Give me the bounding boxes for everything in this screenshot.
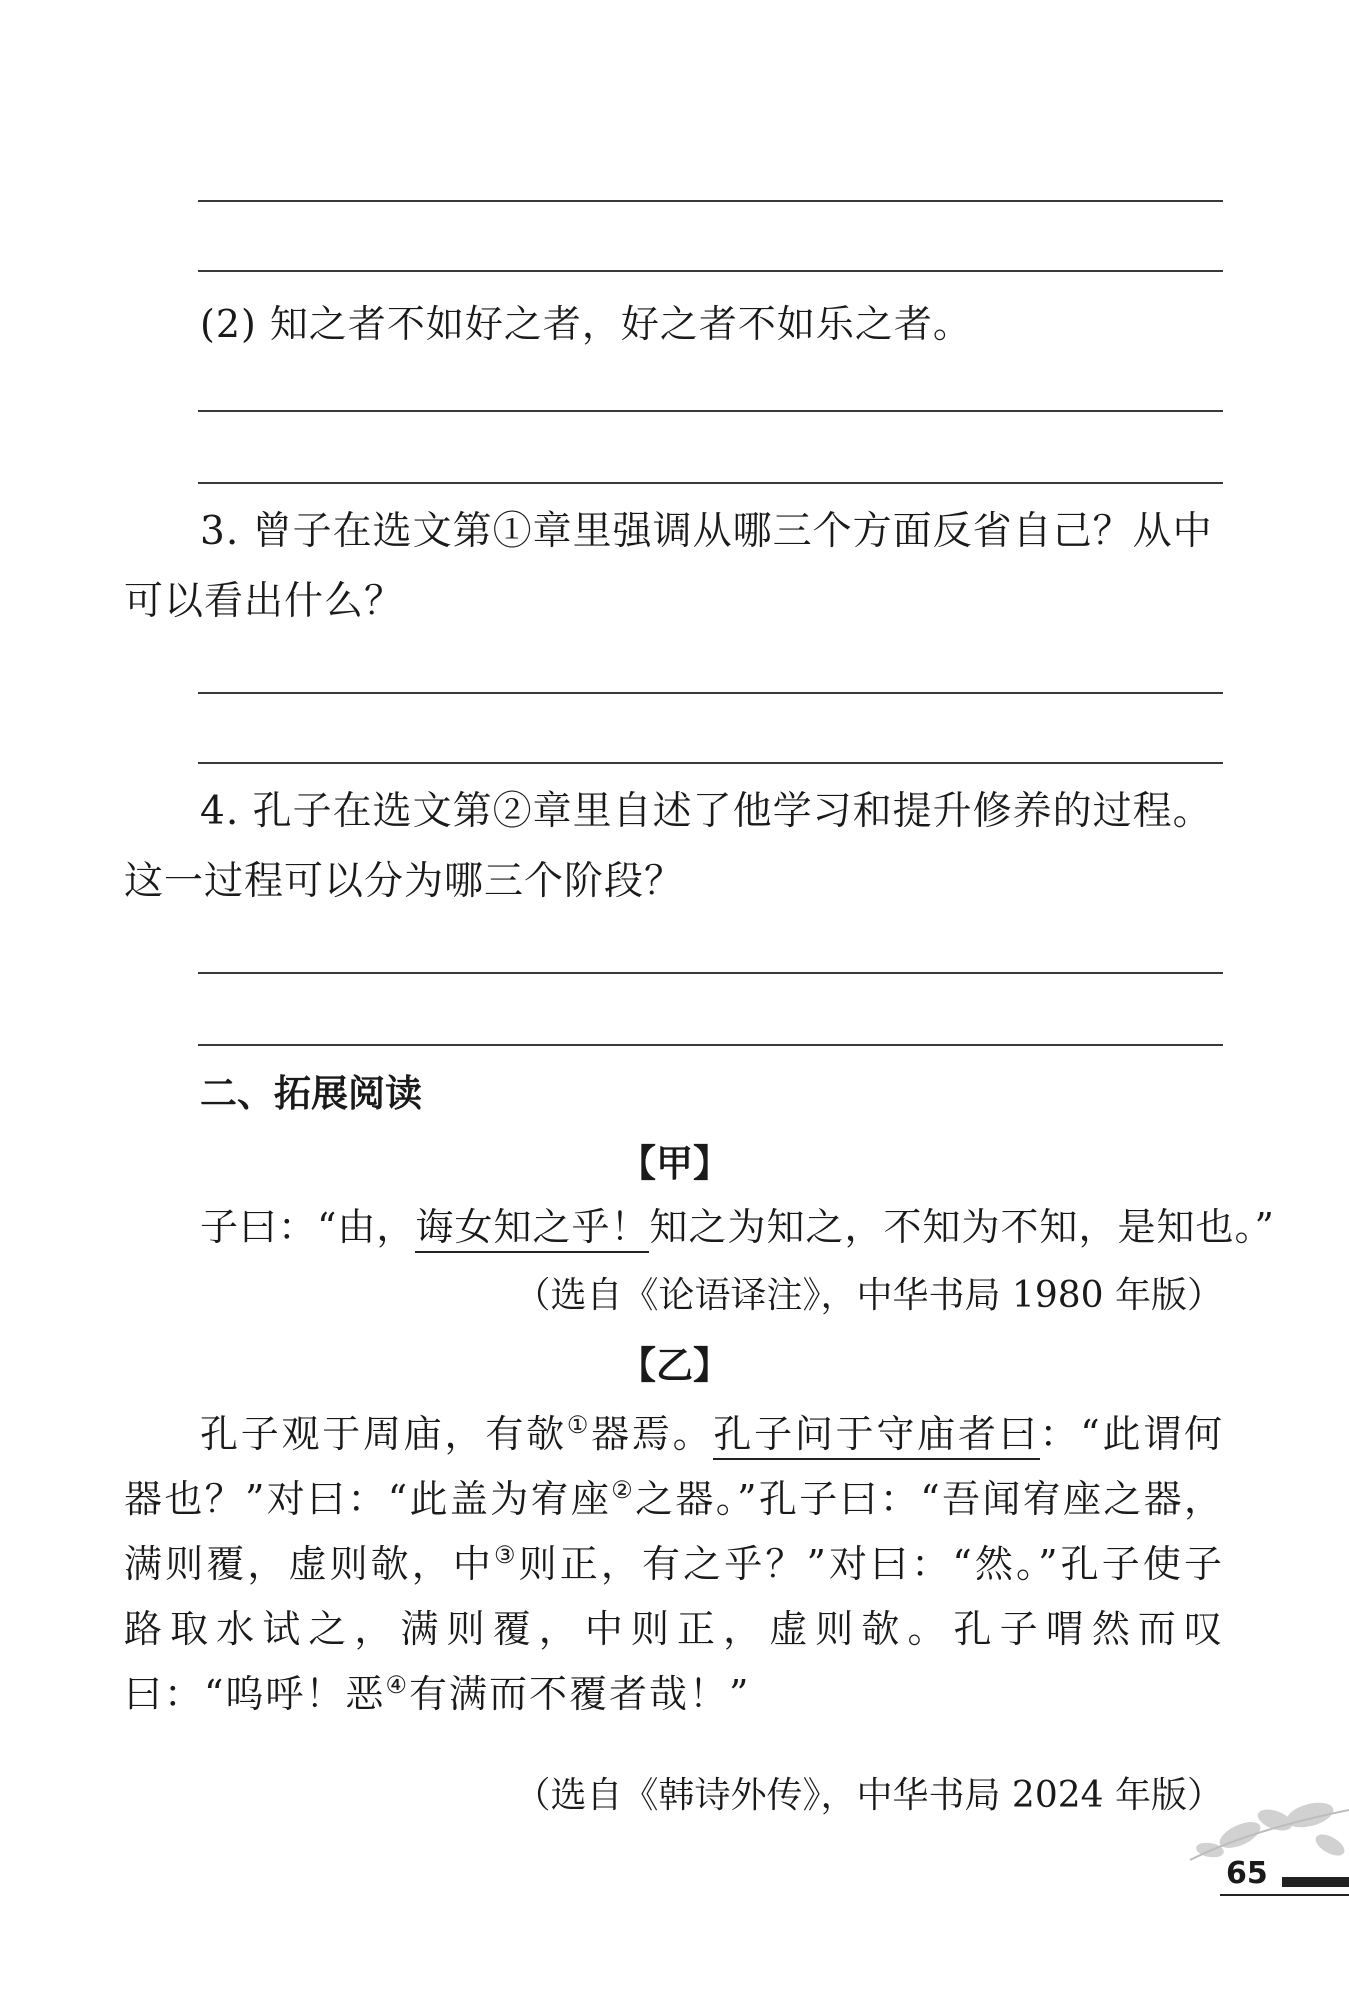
- question-3-line-2: 可以看出什么？: [124, 579, 405, 624]
- answer-line[interactable]: [198, 270, 1223, 272]
- question-4-line-1: 4. 孔子在选文第②章里自述了他学习和提升修养的过程。: [200, 789, 1213, 834]
- footnote-marker-1: ①: [566, 1411, 592, 1439]
- answer-line[interactable]: [198, 972, 1223, 974]
- passage-jia-underlined: 诲女知之乎！: [415, 1205, 649, 1253]
- footnote-marker-3: ③: [494, 1541, 519, 1569]
- answer-line[interactable]: [198, 692, 1223, 694]
- page-number: 65: [1226, 1856, 1268, 1891]
- answer-line[interactable]: [198, 1044, 1223, 1046]
- footnote-marker-2: ②: [611, 1476, 636, 1504]
- question-2-sub-2: (2) 知之者不如好之者，好之者不如乐之者。: [200, 302, 972, 346]
- passage-yi-segment: 器焉。: [591, 1412, 714, 1456]
- answer-line[interactable]: [198, 762, 1223, 764]
- passage-yi-source: （选自《韩诗外传》，中华书局 2024 年版）: [514, 1775, 1223, 1816]
- passage-jia-text: [200, 1203, 1275, 1251]
- page-number-bar: [1282, 1877, 1349, 1887]
- passage-yi-underlined: 孔子问于守庙者曰: [713, 1412, 1039, 1460]
- passage-jia-source: （选自《论语译注》，中华书局 1980 年版）: [514, 1275, 1223, 1316]
- footnote-marker-4: ④: [385, 1671, 409, 1699]
- passage-label-jia: 【甲】: [619, 1142, 730, 1185]
- question-3-line-1: 3. 曾子在选文第①章里强调从哪三个方面反省自己？从中: [200, 509, 1213, 554]
- passage-yi-segment: ：“此谓何器也？”对曰：“此盖为宥座: [124, 1412, 1224, 1521]
- passage-yi-segment: 孔子观于周庙，有欹: [200, 1412, 567, 1456]
- passage-yi-segment: 有满而不覆者哉！”: [408, 1672, 751, 1716]
- passage-yi-segment: 之器。”孔子曰：“吾闻宥座之器，满则覆，虚则欹，中: [124, 1477, 1225, 1586]
- passage-jia-text-after: 知之为知之，不知为不知，是知也。”: [649, 1205, 1275, 1249]
- answer-line[interactable]: [198, 200, 1223, 202]
- page-number-rule: [1220, 1894, 1349, 1896]
- question-4-line-2: 这一过程可以分为哪三个阶段？: [124, 859, 685, 904]
- section-heading: 二、拓展阅读: [200, 1072, 422, 1115]
- passage-yi: [124, 1402, 1224, 1727]
- answer-line[interactable]: [198, 482, 1223, 484]
- answer-line[interactable]: [198, 410, 1223, 412]
- passage-yi-segment: 则正，有之乎？”对曰：“然。”孔子使子路取水试之，满则覆，中则正，虚则欹。孔子喟然而叹曰：“呜呼！恶: [124, 1542, 1224, 1716]
- passage-yi-paragraph: [124, 1402, 1224, 1727]
- passage-label-yi: 【乙】: [619, 1344, 730, 1387]
- passage-jia-text-before: 子曰：“由，: [200, 1205, 416, 1249]
